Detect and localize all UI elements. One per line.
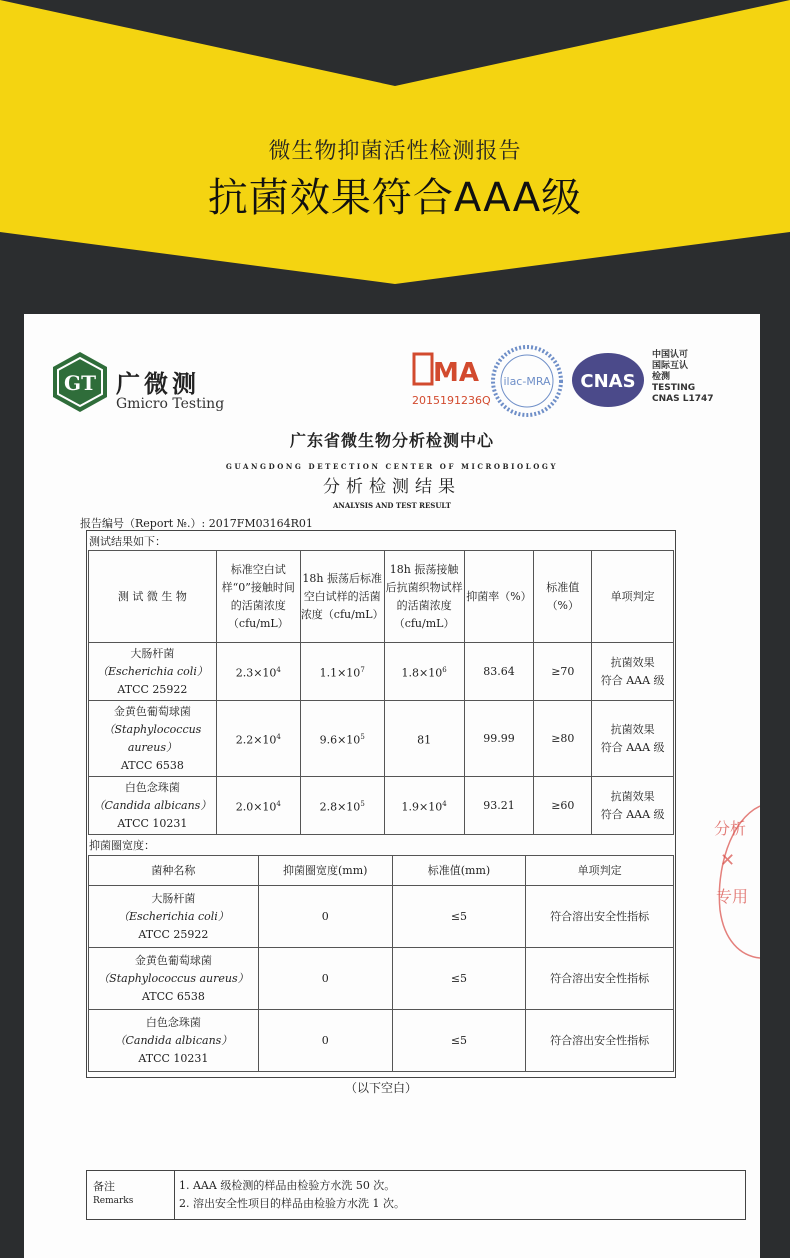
organism-atcc: ATCC 6538 xyxy=(120,758,184,772)
organism-atcc: ATCC 6538 xyxy=(141,989,205,1003)
organism-name: 金黄色葡萄球菌 xyxy=(134,953,212,967)
header-cell: 标准值(mm) xyxy=(392,856,526,886)
remark-line: 1. AAA 级检测的样品由检验方水洗 50 次。 xyxy=(179,1179,396,1192)
organism-cell xyxy=(89,643,217,701)
cma-label: MA xyxy=(433,358,479,388)
organism-latin: （Escherichia coli） xyxy=(117,909,229,923)
verdict-cell: 抗菌效果 符合 AAA 级 xyxy=(592,643,674,701)
remarks-label xyxy=(87,1171,175,1219)
header-subtitle: 微生物抑菌活性检测报告 xyxy=(268,139,522,164)
header-cell: 菌种名称 xyxy=(89,856,259,886)
ilac-label: ilac-MRA xyxy=(503,375,551,388)
cnas-line: 检测 xyxy=(652,372,671,382)
section1-title: 测试结果如下： xyxy=(89,535,166,548)
verdict-cell: 符合溶出安全性指标 xyxy=(526,948,674,1010)
header-cell: 单项判定 xyxy=(526,856,674,886)
table-row xyxy=(89,701,674,777)
organism-cell xyxy=(89,1010,259,1072)
organism-latin: （Candida albicans） xyxy=(93,798,212,812)
organism-atcc: ATCC 10231 xyxy=(117,816,188,830)
cnas-line: TESTING xyxy=(652,383,696,393)
remarks-label-cn: 备注 xyxy=(93,1180,115,1193)
value-cell: 81 xyxy=(384,701,464,777)
std-cell: ≥80 xyxy=(534,701,592,777)
organism-latin: （Escherichia coli） xyxy=(97,664,208,678)
rate-cell: 99.99 xyxy=(464,701,534,777)
gt-logo-icon xyxy=(50,350,110,414)
std-cell: ≤5 xyxy=(392,948,526,1010)
width-cell: 0 xyxy=(258,948,392,1010)
organism-latin: （Staphylococcus aureus） xyxy=(98,971,249,985)
organism-atcc: ATCC 10231 xyxy=(138,1051,209,1065)
result-title-en: ANALYSIS AND TEST RESULT xyxy=(332,501,451,510)
organism-cell xyxy=(89,777,217,835)
value-cell: $1.1\times 10^7$ xyxy=(300,643,384,701)
cnas-label: CNAS xyxy=(580,371,636,392)
organism-atcc: ATCC 25922 xyxy=(117,682,188,696)
verdict-cell: 符合溶出安全性指标 xyxy=(526,1010,674,1072)
value-cell: $2.2\times 10^4$ xyxy=(216,701,300,777)
rate-cell: 83.64 xyxy=(464,643,534,701)
logo-letters: GT xyxy=(64,371,96,395)
center-name-en: GUANGDONG DETECTION CENTER OF MICROBIOLOGY xyxy=(225,462,559,471)
blank-below-note: （以下空白） xyxy=(344,1081,417,1095)
header-cell: 18h 振荡接触后抗菌织物试样的活菌浓度（cfu/mL） xyxy=(384,551,464,643)
header-cell: 18h 振荡后标准空白试样的活菌浓度（cfu/mL） xyxy=(300,551,384,643)
remarks-lines xyxy=(179,1177,405,1213)
organism-name: 金黄色葡萄球菌 xyxy=(113,704,191,718)
value-cell: $9.6\times 10^5$ xyxy=(300,701,384,777)
cnas-line: 国际互认 xyxy=(652,361,689,371)
table-row xyxy=(89,948,674,1010)
brand-name-en: Gmicro Testing xyxy=(116,396,225,412)
antibacterial-table xyxy=(88,550,674,835)
organism-name: 大肠杆菌 xyxy=(151,891,196,905)
section2-title: 抑菌圈宽度： xyxy=(89,839,155,852)
organism-latin: （Staphylococcus aureus） xyxy=(103,722,202,754)
std-cell: ≤5 xyxy=(392,886,526,948)
organism-name: 大肠杆菌 xyxy=(130,646,175,660)
header-cell: 抑菌圈宽度(mm) xyxy=(258,856,392,886)
value-cell: $2.3\times 10^4$ xyxy=(216,643,300,701)
organism-cell xyxy=(89,886,259,948)
inhibition-zone-table xyxy=(88,855,674,1072)
value-cell: $2.8\times 10^5$ xyxy=(300,777,384,835)
svg-text:✕: ✕ xyxy=(720,850,736,871)
verdict-cell: 抗菌效果 符合 AAA 级 xyxy=(592,701,674,777)
width-cell: 0 xyxy=(258,1010,392,1072)
width-cell: 0 xyxy=(258,886,392,948)
header-cell: 标准值（%） xyxy=(534,551,592,643)
verdict-cell: 符合溶出安全性指标 xyxy=(526,886,674,948)
organism-name: 白色念珠菌 xyxy=(124,780,180,794)
remarks-label-en: Remarks xyxy=(93,1196,134,1206)
stamp-fragment: 专用 xyxy=(716,887,749,906)
cnas-logo-icon xyxy=(570,350,646,410)
report-document xyxy=(24,314,760,1258)
table-row xyxy=(89,886,674,948)
organism-atcc: ATCC 25922 xyxy=(138,927,209,941)
organism-latin: （Candida albicans） xyxy=(114,1033,233,1047)
cnas-text xyxy=(652,350,714,405)
table-header-row xyxy=(89,856,674,886)
value-cell: $1.8\times 10^6$ xyxy=(384,643,464,701)
header-cell: 标准空白试样“0”接触时间的活菌浓度（cfu/mL） xyxy=(216,551,300,643)
remarks-box xyxy=(86,1170,746,1220)
header-cell: 测 试 微 生 物 xyxy=(89,551,217,643)
results-sheet xyxy=(86,530,676,1078)
brand-name-cn: 广微测 xyxy=(116,370,200,398)
cma-badge-icon xyxy=(412,350,484,390)
cnas-line: 中国认可 xyxy=(652,350,689,360)
table-row xyxy=(89,1010,674,1072)
report-number: 报告编号（Report №.）: 2017FM03164R01 xyxy=(80,517,313,530)
std-cell: ≥60 xyxy=(534,777,592,835)
center-name-cn: 广东省微生物分析检测中心 xyxy=(289,431,494,450)
organism-cell xyxy=(89,701,217,777)
table-row xyxy=(89,643,674,701)
organism-name: 白色念珠菌 xyxy=(145,1015,201,1029)
rate-cell: 93.21 xyxy=(464,777,534,835)
result-title-cn: 分析检测结果 xyxy=(323,477,461,497)
red-seal-fragment-icon xyxy=(710,800,760,960)
header-cell: 抑菌率（%） xyxy=(464,551,534,643)
std-cell: ≥70 xyxy=(534,643,592,701)
verdict-cell: 抗菌效果 符合 AAA 级 xyxy=(592,777,674,835)
value-cell: $1.9\times 10^4$ xyxy=(384,777,464,835)
table-row xyxy=(89,777,674,835)
cnas-line: CNAS L1747 xyxy=(652,394,714,404)
header-cell: 单项判定 xyxy=(592,551,674,643)
value-cell: $2.0\times 10^4$ xyxy=(216,777,300,835)
organism-cell xyxy=(89,948,259,1010)
stamp-fragment: 分析 xyxy=(714,819,747,838)
header-title: 抗菌效果符合AAA级 xyxy=(207,175,583,221)
table-header-row xyxy=(89,551,674,643)
remark-line: 2. 溶出安全性项目的样品由检验方水洗 1 次。 xyxy=(179,1197,405,1210)
std-cell: ≤5 xyxy=(392,1010,526,1072)
ilac-mra-icon xyxy=(490,344,564,418)
cma-number: 2015191236Q xyxy=(412,394,491,407)
